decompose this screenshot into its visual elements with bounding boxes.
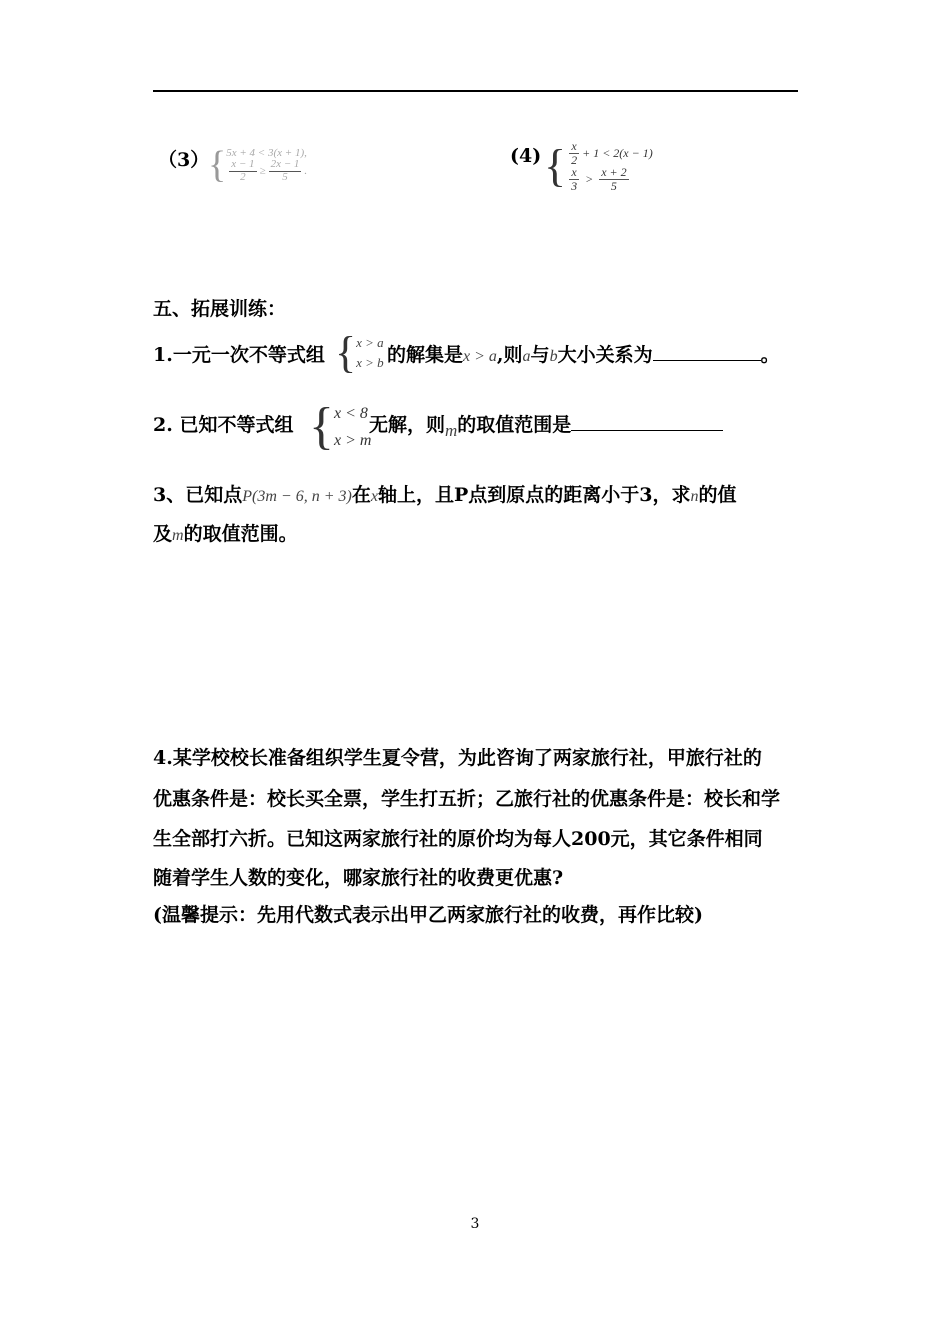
q2-row2: x > m <box>333 432 372 449</box>
problem-3-line2: $\frac{x - 1}{2}$ ≥ $\frac{2x - 1}{5}$ . <box>231 157 308 183</box>
brace-icon: { <box>544 140 567 192</box>
q4-line4: 随着学生人数的变化，哪家旅行社的收费更优惠? <box>153 867 564 889</box>
q1-system <box>335 328 384 377</box>
q1-prefix: 1.一元一次不等式组 <box>153 344 325 366</box>
brace-icon: { <box>335 328 357 377</box>
q4-hint: (温馨提示：先用代数式表示出甲乙两家旅行社的收费，再作比较) <box>153 904 703 926</box>
q2-prefix: 2. 已知不等式组 <box>153 414 294 436</box>
q2-answer-blank[interactable] <box>571 430 723 431</box>
q4-line1: 4.某学校校长准备组织学生夏令营，为此咨询了两家旅行社，甲旅行社的 <box>153 747 762 769</box>
q3-line1: 3、已知点P(3m − 6, n + 3)在x轴上，且P点到原点的距离小于3，求n的值 <box>153 484 737 506</box>
section-title: 五、拓展训练： <box>153 298 287 320</box>
q2-row1: x < 8 <box>333 405 368 422</box>
problem-3-line1: 5x + 4 < 3(x + 1), <box>226 146 307 159</box>
page-number: 3 <box>470 1216 480 1232</box>
q4-line2: 优惠条件是：校长买全票，学生打五折；乙旅行社的优惠条件是：校长和学 <box>153 788 781 810</box>
problem-3-label: （3） <box>158 149 210 171</box>
q1-answer-blank[interactable] <box>653 360 761 361</box>
q1-body: 的解集是x > a,则a与b大小关系为 。 <box>387 344 780 366</box>
problem-4-line1: $\frac{x}{2}$ + 1 < 2(x − 1) <box>571 139 653 167</box>
problem-4-label: (4) <box>510 145 542 167</box>
q4-line3: 生全部打六折。已知这两家旅行社的原价均为每人200元，其它条件相同 <box>153 828 763 850</box>
q3-line2: 及m的取值范围。 <box>153 523 298 545</box>
q1-row1: x > a <box>356 335 384 350</box>
problem-4-system <box>544 140 653 192</box>
problem-3-system <box>208 146 307 184</box>
q2-body: 无解，则m的取值范围是 <box>369 410 723 437</box>
problem-4-line2: $\frac{x}{3}$ > $\frac{x + 2}{5}$ <box>571 165 627 193</box>
header-rule <box>153 90 798 92</box>
brace-icon: { <box>309 398 334 455</box>
q1-row2: x > b <box>356 355 384 370</box>
brace-icon: { <box>208 144 227 186</box>
q2-system <box>309 400 371 454</box>
